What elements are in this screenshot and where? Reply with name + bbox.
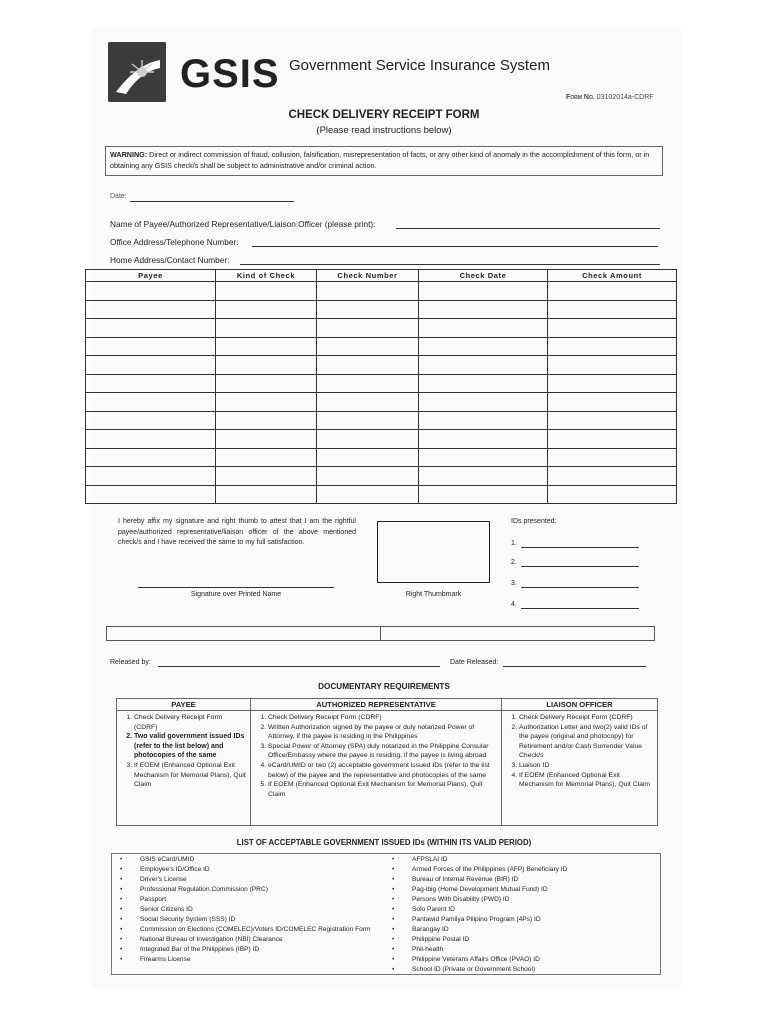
check-cell[interactable] [86,411,216,430]
check-cell[interactable] [86,356,216,375]
date-field[interactable] [130,201,294,202]
check-row [86,485,677,504]
check-row [86,356,677,375]
thumbmark-box[interactable] [377,521,490,583]
id-number-3: 3. [511,580,517,587]
id-list-title: LIST OF ACCEPTABLE GOVERNMENT ISSUED IDs (WITHIN ITS VALID PERIOD) [236,838,532,847]
check-row [86,337,677,356]
check-cell[interactable] [548,411,677,430]
liaison-requirements [502,711,658,826]
col-check-date: Check Date [419,270,548,282]
form-number [566,94,654,101]
id-list-item: • Philippine Postal ID [386,935,656,945]
check-row [86,282,677,301]
id-list-item: • Philippine Veterans Affairs Office (PVAO) ID [386,955,656,965]
payee-req-item: 3. If EOEM (Enhanced Optional Exit Mechanism for Memorial Plans), Quit Claim [134,761,247,790]
warning-label: WARNING: [110,150,148,159]
check-cell[interactable] [419,393,548,412]
liaison-req-item: 3. Liaison ID [519,761,654,771]
id-field-1[interactable] [521,547,639,548]
id-list-item: • Bureau of Internal Revenue (BIR) ID [386,875,656,885]
home-address-field[interactable] [240,264,660,265]
check-cell[interactable] [86,282,216,301]
date-label: Date: [110,193,127,200]
check-cell[interactable] [548,448,677,467]
liaison-req-item: 1. Check Delivery Receipt Form (CDRF) [519,713,654,723]
check-cell[interactable] [317,374,419,393]
id-field-4[interactable] [521,608,639,609]
check-cell[interactable] [317,356,419,375]
rep-req-item: 5. If EOEM (Enhanced Optional Exit Mechanism for Memorial Plans), Quit Claim [268,780,498,799]
id-list-item: • Employee's ID/Office ID [114,865,384,875]
check-cell[interactable] [548,337,677,356]
id-list-item: • Armed Forces of the Philippines (AFP) Beneficiary ID [386,865,656,875]
liaison-req-item: 4. If EOEM (Enhanced Optional Exit Mechanism for Memorial Plans), Quit Claim [519,771,654,790]
col-kind-of-check: Kind of Check [216,270,317,282]
check-cell[interactable] [86,337,216,356]
representative-requirements [251,711,502,826]
released-by-label: Released by: [110,659,151,666]
id-list-item: • Integrated Bar of the Philippines (IBP) ID [114,945,384,955]
liaison-req-item: 2. Authorization Letter and two(2) valid IDs of the payee (original and photocopy) for Retirement and/or Cash Surrender Value Check/s [519,723,654,761]
rep-req-item: 3. Special Power of Attorney (SPA) duly notarized in the Philippine Consular Office/Embassy where the payee is residing, if the payee is living abroad [268,742,498,761]
check-cell[interactable] [86,374,216,393]
check-cell[interactable] [216,282,317,301]
rep-req-item: 4. eCard/UMID or two (2) acceptable government issued IDs (refer to the list below) of the payee and the representative and photocopies of the same [268,761,498,780]
check-cell[interactable] [419,448,548,467]
requirements-header-row [117,699,658,711]
form-subtitle: (Please read instructions below) [316,125,452,136]
check-cell[interactable] [419,485,548,504]
check-cell[interactable] [216,374,317,393]
check-cell[interactable] [548,430,677,449]
check-cell[interactable] [216,430,317,449]
checks-header-row [86,270,677,282]
org-name: Government Service Insurance System [289,57,550,74]
form-number-label: Form No. [566,94,595,101]
signature-label: Signature over Printed Name [190,591,282,598]
check-cell[interactable] [317,319,419,338]
thumbmark-label: Right Thumbmark [405,591,462,598]
id-list-item: • Firearms License [114,955,384,965]
id-list-item: • GSIS eCard/UMID [114,855,384,865]
check-cell[interactable] [216,411,317,430]
form-title: CHECK DELIVERY RECEIPT FORM [288,109,480,121]
check-cell[interactable] [317,485,419,504]
blank-strip-divider [380,626,381,641]
payee-name-field[interactable] [396,228,660,229]
id-list-left [114,855,384,965]
check-cell[interactable] [216,300,317,319]
check-cell[interactable] [419,467,548,486]
check-cell[interactable] [419,430,548,449]
check-cell[interactable] [548,485,677,504]
check-cell[interactable] [419,374,548,393]
check-cell[interactable] [216,485,317,504]
payee-req-item: 1. Check Delivery Receipt Form (CDRF) [134,713,247,732]
check-cell[interactable] [419,282,548,301]
id-list-item: • Driver's License [114,875,384,885]
check-cell[interactable] [86,393,216,412]
attestation-text: I hereby affix my signature and right thumb to attest that I am the rightful payee/authorized representative/liaison officer of the above mentioned check/s and I have received the same to my full satisfaction. [118,518,356,546]
check-row [86,374,677,393]
check-cell[interactable] [86,485,216,504]
date-released-field[interactable] [503,666,646,667]
office-address-field[interactable] [252,246,658,247]
id-list-item: • Phil-health [386,945,656,955]
check-cell[interactable] [317,411,419,430]
payee-requirements [117,711,251,826]
id-field-3[interactable] [521,587,639,588]
check-cell[interactable] [548,393,677,412]
id-list-item: • Commission on Elections (COMELEC)/Voters ID/COMELEC Registration Form [114,925,384,935]
id-list-item: • National Bureau of Investigation (NBI) Clearance [114,935,384,945]
released-by-field[interactable] [158,666,440,667]
check-cell[interactable] [86,448,216,467]
logo-wordmark: GSIS [180,52,280,96]
office-address-label: Office Address/Telephone Number: [110,237,239,247]
check-cell[interactable] [86,430,216,449]
home-address-label: Home Address/Contact Number: [110,255,230,265]
ids-presented-label: IDs presented: [511,518,557,525]
check-cell[interactable] [317,300,419,319]
check-cell[interactable] [548,319,677,338]
id-field-2[interactable] [521,566,639,567]
check-cell[interactable] [317,448,419,467]
check-row [86,430,677,449]
warning-text: Direct or indirect commission of fraud, collusion, falsification, misrepresentation of facts, or any other kind of anomaly in the accomplishment of this form, or in obtaining any GSIS check/s shall be subject to administrative and/or criminal action. [110,150,650,170]
signature-field[interactable] [138,587,334,588]
check-cell[interactable] [419,411,548,430]
req-col-payee: PAYEE [117,699,251,711]
id-list-item: • Pag-ibig (Home Development Mutual Fund) ID [386,885,656,895]
check-cell[interactable] [548,467,677,486]
check-cell[interactable] [317,282,419,301]
id-list-item: • Professional Regulation Commission (PRC) [114,885,384,895]
id-list-item: • Solo Parent ID [386,905,656,915]
col-check-amount: Check Amount [548,270,677,282]
col-check-number: Check Number [317,270,419,282]
col-payee: Payee [86,270,216,282]
id-list-item: • Persons With Disability (PWD) ID [386,895,656,905]
check-cell[interactable] [419,300,548,319]
date-released-label: Date Released: [450,659,499,666]
id-list-item: • AFPSLAI ID [386,855,656,865]
id-number-4: 4. [511,601,517,608]
check-row [86,393,677,412]
requirements-title: DOCUMENTARY REQUIREMENTS [318,682,450,691]
check-cell[interactable] [548,356,677,375]
rep-req-item: 1. Check Delivery Receipt Form (CDRF) [268,713,498,723]
check-cell[interactable] [317,467,419,486]
check-cell[interactable] [419,356,548,375]
id-number-2: 2. [511,559,517,566]
check-cell[interactable] [548,300,677,319]
id-list-item: • Barangay ID [386,925,656,935]
id-list-item: • School ID (Private or Government School) [386,965,656,975]
check-cell[interactable] [86,467,216,486]
id-list-right [386,855,656,975]
gsis-logo-icon [108,42,166,102]
id-list-item: • Pantawid Pamilya Pilipino Program (4Ps) ID [386,915,656,925]
check-cell[interactable] [216,319,317,338]
check-row [86,467,677,486]
payee-name-label: Name of Payee/Authorized Representative/Liaison Officer (please print): [110,219,376,229]
check-cell[interactable] [317,393,419,412]
check-row [86,319,677,338]
form-number-value: 03102014a-CDRF [596,94,654,101]
check-cell[interactable] [86,300,216,319]
req-col-representative: AUTHORIZED REPRESENTATIVE [251,699,502,711]
id-number-1: 1. [511,540,517,547]
requirements-row [117,711,658,826]
rep-req-item: 2. Written Authorization signed by the payee or duly notarized Power of Attorney, if the payee is residing in the Philippines [268,723,498,742]
checks-table [85,269,677,504]
check-row [86,300,677,319]
check-cell[interactable] [317,337,419,356]
check-cell[interactable] [216,393,317,412]
check-cell[interactable] [216,448,317,467]
check-cell[interactable] [548,282,677,301]
check-cell[interactable] [419,319,548,338]
check-row [86,448,677,467]
check-cell[interactable] [317,430,419,449]
check-cell[interactable] [216,467,317,486]
id-list-item: • Senior Citizens ID [114,905,384,915]
id-list-item: • Passport [114,895,384,905]
payee-req-item: 2. Two valid government issued IDs (refer to the list below) and photocopies of the same [134,732,247,761]
check-row [86,411,677,430]
check-cell[interactable] [548,374,677,393]
check-cell[interactable] [86,319,216,338]
id-list-item: • Social Security System (SSS) ID [114,915,384,925]
requirements-table [116,698,658,826]
check-cell[interactable] [216,337,317,356]
check-cell[interactable] [419,337,548,356]
warning-box [105,146,663,176]
check-cell[interactable] [216,356,317,375]
req-col-liaison: LIAISON OFFICER [502,699,658,711]
